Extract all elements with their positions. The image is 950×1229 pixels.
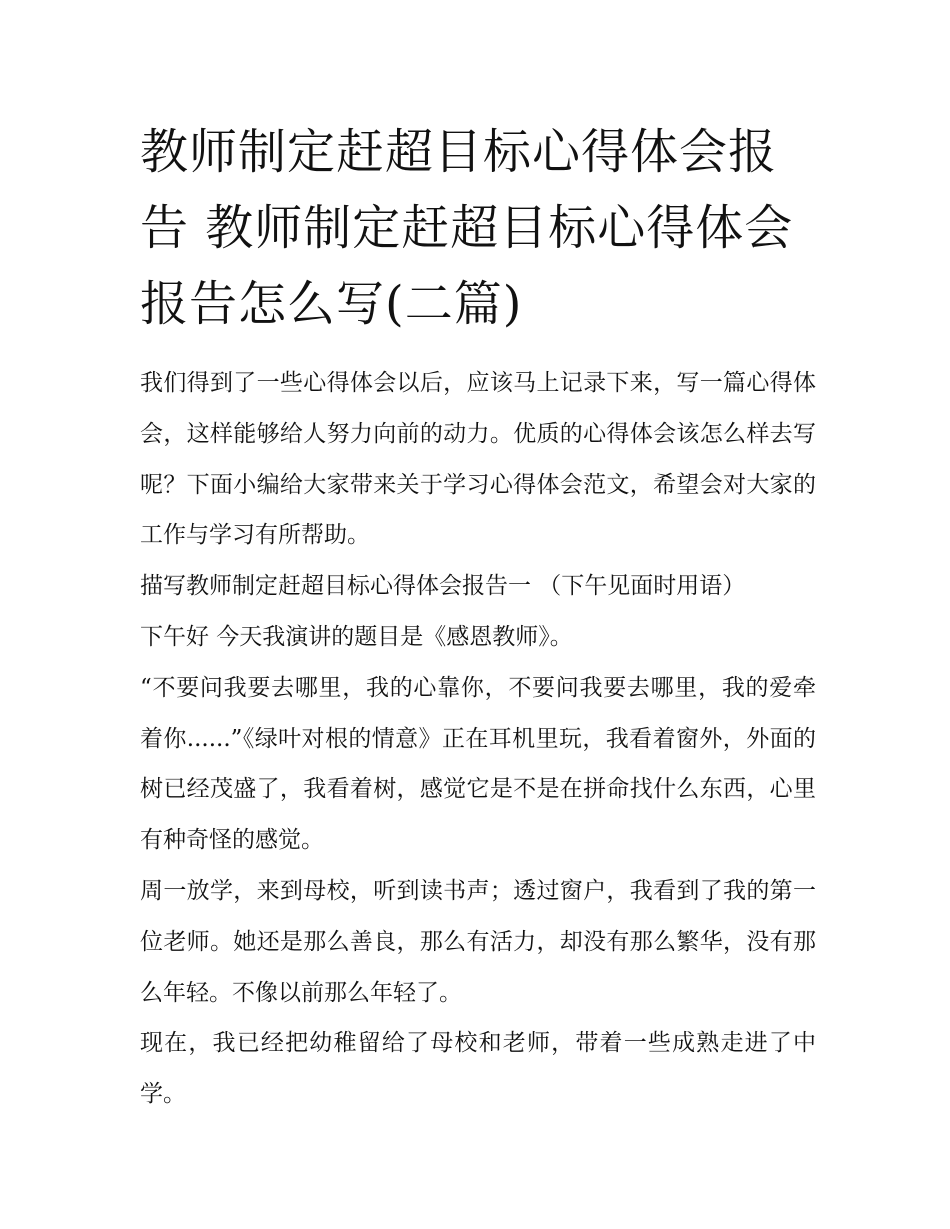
paragraph-middle-school: 现在，我已经把幼稚留给了母校和老师，带着一些成熟走进了中学。 bbox=[140, 1030, 816, 1108]
paragraph-intro: 我们得到了一些心得体会以后，应该马上记录下来，写一篇心得体会，这样能够给人努力向前的动力。优质的心得体会该怎么样去写呢？下面小编给大家带来关于学习心得体会范文，希望会对大家的工作与学习有所帮助。 bbox=[140, 370, 816, 549]
paragraph-song-quote: “不要问我要去哪里，我的心靠你，不要问我要去哪里，我的爱牵着你......”《绿叶对根的情意》正在耳机里玩，我看着窗外，外面的树已经茂盛了，我看着树，感觉它是不是在拼命找什么东西，心里有种奇怪的感觉。 bbox=[140, 674, 816, 854]
paragraph-greeting: 下午好 今天我演讲的题目是《感恩教师》。 bbox=[140, 623, 573, 650]
paragraph-section-heading: 描写教师制定赶超目标心得体会报告一 （下午见面时用语） bbox=[140, 573, 746, 600]
document-title: 教师制定赶超目标心得体会报告 教师制定赶超目标心得体会报告怎么写(二篇) bbox=[140, 124, 794, 332]
paragraph-visit-school: 周一放学，来到母校，听到读书声；透过窗户，我看到了我的第一位老师。她还是那么善良，那么有活力，却没有那么繁华，没有那么年轻。不像以前那么年轻了。 bbox=[140, 877, 816, 1006]
document-body bbox=[140, 358, 816, 1120]
